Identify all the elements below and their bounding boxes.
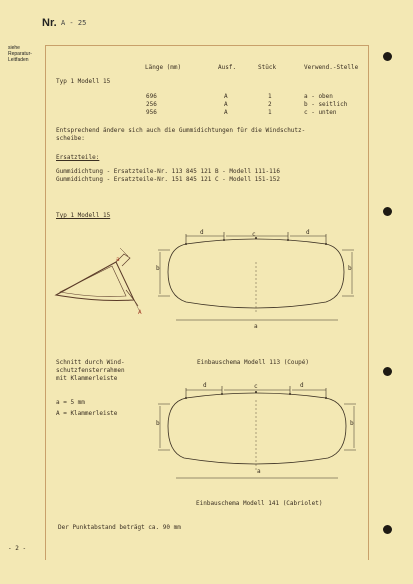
legend-line: a = 5 mm <box>56 399 85 406</box>
table-cell-stueck: 1 <box>268 109 272 116</box>
table-header-stelle: Verwend.-Stelle <box>304 64 359 71</box>
table-type-label: Typ 1 Modell 15 <box>56 78 111 85</box>
side-note-line: Leitfaden <box>8 57 29 63</box>
dim-label-b: b <box>348 265 352 272</box>
scheme-caption-top: Einbauschema Modell 113 (Coupé) <box>197 359 309 366</box>
scheme-caption-bottom: Einbauschema Modell 141 (Cabriolet) <box>196 500 323 507</box>
dim-label-d: d <box>306 229 310 236</box>
dim-label-a: d <box>200 229 204 236</box>
table-header-ausf: Ausf. <box>218 64 237 71</box>
dim-label-d: d <box>300 382 304 389</box>
table-cell-length: 696 <box>146 93 157 100</box>
ersatzteile-heading: Ersatzteile: <box>56 154 100 161</box>
header-code: A - 25 <box>61 19 87 27</box>
paragraph-line: Entsprechend ändere sich auch die Gummidichtungen für die Windschutz- <box>56 127 306 134</box>
ersatzteile-line: Gummidichtung - Ersatzteile-Nr. 113 845 121 B - Modell 111-116 <box>56 168 280 175</box>
header-nr-label: Nr. <box>42 17 57 29</box>
windshield-scheme-bottom <box>158 386 356 478</box>
table-header-length: Länge (mm) <box>145 64 182 71</box>
table-cell-stueck: 2 <box>268 101 272 108</box>
cross-section-sketch <box>56 248 140 312</box>
footer-note: Der Punktabstand beträgt ca. 90 mm <box>58 524 181 531</box>
cross-section-caption: schutzfensterrahmen <box>56 367 125 374</box>
dim-label-c: c <box>254 383 258 390</box>
cross-section-caption: Schnitt durch Wind- <box>56 359 125 366</box>
legend-line: A = Klammerleiste <box>56 410 118 417</box>
dim-label-a: a <box>254 323 258 330</box>
side-note-line: Reparatur- <box>8 51 32 57</box>
cross-section-caption: mit Klammerleiste <box>56 375 118 382</box>
table-cell-ausf: A <box>224 109 228 116</box>
table-cell-length: 956 <box>146 109 157 116</box>
dim-label-d: d <box>203 382 207 389</box>
table-cell-stelle: a - oben <box>304 93 333 100</box>
sketch-label-A: A <box>138 309 142 316</box>
table-header-stueck: Stück <box>258 64 277 71</box>
dot-markers-top <box>185 237 327 245</box>
table-cell-stelle: b - seitlich <box>304 101 348 108</box>
dim-label-b: b <box>156 420 160 427</box>
ersatzteile-line: Gummidichtung - Ersatzteile-Nr. 151 845 121 C - Modell 151-152 <box>56 176 280 183</box>
dot-markers-bottom <box>185 391 327 399</box>
paragraph-line: scheibe: <box>56 135 85 142</box>
table-cell-ausf: A <box>224 101 228 108</box>
table-cell-stelle: c - unten <box>304 109 337 116</box>
section-title: Typ 1 Modell 15 <box>56 212 111 219</box>
table-cell-ausf: A <box>224 93 228 100</box>
dim-label-b: b <box>350 420 354 427</box>
dim-label-c: c <box>252 231 256 238</box>
sketch-label-a: a <box>116 256 120 263</box>
page-number: - 2 - <box>8 545 27 552</box>
table-cell-length: 256 <box>146 101 157 108</box>
windshield-scheme-top <box>158 232 354 320</box>
table-cell-stueck: 1 <box>268 93 272 100</box>
dim-label-a: a <box>257 468 261 475</box>
dim-label-b: b <box>156 265 160 272</box>
side-note-line: siehe <box>8 45 20 51</box>
